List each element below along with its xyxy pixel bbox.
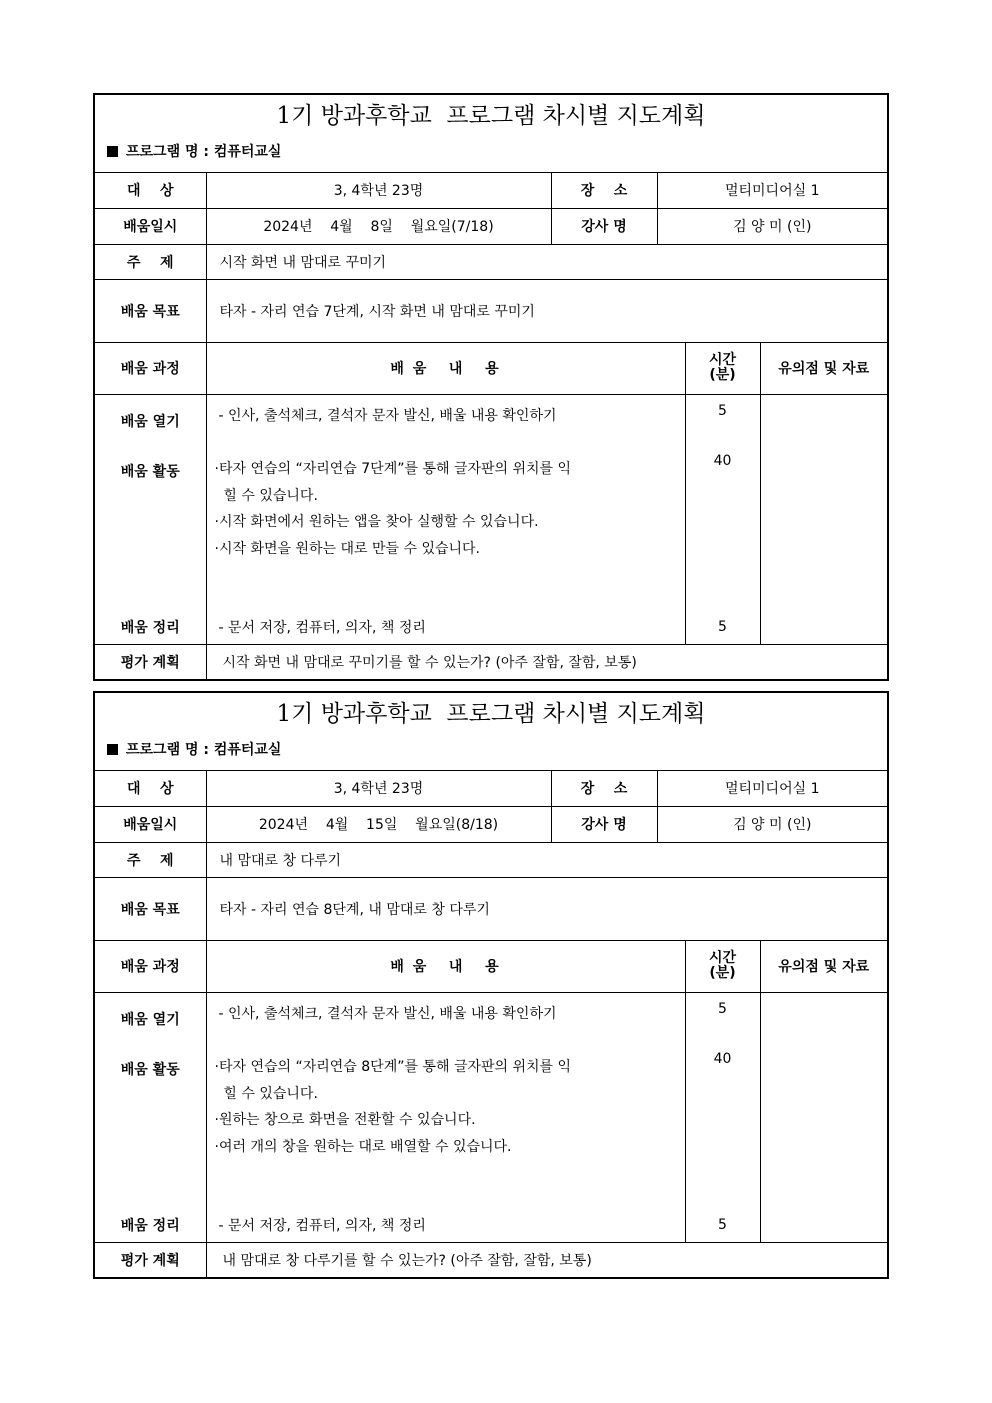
topic-value: 시작 화면 내 맘대로 꾸미기 [206,244,887,279]
goal-value: 타자 - 자리 연습 8단계, 내 맘대로 창 다루기 [206,877,887,940]
content-header: 배 움 내 용 [206,940,685,992]
closing-label: 배움 정리 [120,1217,180,1234]
opening-time: 5 [718,1000,727,1017]
lesson-plan-1 [93,93,889,681]
place-value: 멀티미디어실 1 [657,771,887,806]
opening-label: 배움 열기 [120,413,180,430]
notes-cell [760,992,887,1242]
plan-table [95,771,887,1277]
time-header [685,940,760,992]
activity-time: 40 [713,452,732,469]
goal-value: 타자 - 자리 연습 7단계, 시작 화면 내 맘대로 꾸미기 [206,279,887,342]
closing-content: - 문서 저장, 컴퓨터, 의자, 책 정리 [218,1217,426,1234]
process-content-cell [206,992,685,1242]
time-header-line1: 시간 [708,950,737,966]
date-value: 2024년 4월 8일 월요일(7/18) [206,208,551,244]
time-header-line1: 시간 [708,352,737,368]
square-bullet-icon [107,744,118,755]
activity-line: ·시작 화면에서 원하는 앱을 찾아 실행할 수 있습니다. [214,513,539,530]
eval-value: 내 맘대로 창 다루기를 할 수 있는가? (아주 잘함, 잘함, 보통) [206,1242,887,1277]
process-header: 배움 과정 [95,940,206,992]
square-bullet-icon [107,146,118,157]
date-label: 배움일시 [95,806,206,842]
date-label: 배움일시 [95,208,206,244]
opening-time: 5 [718,402,727,419]
opening-content: - 인사, 출석체크, 결석자 문자 발신, 배울 내용 확인하기 [218,407,557,424]
activity-line: ·타자 연습의 “자리연습 8단계”를 통해 글자판의 위치를 익 [214,1058,572,1075]
closing-time: 5 [718,618,727,635]
target-value: 3, 4학년 23명 [206,771,551,806]
opening-label: 배움 열기 [120,1011,180,1028]
teacher-label: 강사 명 [551,208,657,244]
program-name: 프로그램 명 : 컴퓨터교실 [126,144,282,160]
date-value: 2024년 4월 15일 월요일(8/18) [206,806,551,842]
teacher-value: 김 양 미 (인) [657,806,887,842]
time-header-line2: (분) [709,367,736,383]
eval-label: 평가 계획 [95,644,206,679]
plan-title: 1기 방과후학교 프로그램 차시별 지도계획 [276,103,706,129]
closing-label: 배움 정리 [120,619,180,636]
place-label: 장 소 [551,173,657,208]
time-header [685,342,760,394]
lesson-plan-2 [93,691,889,1279]
program-name-line [95,137,887,173]
topic-label: 주 제 [95,842,206,877]
target-value: 3, 4학년 23명 [206,173,551,208]
teacher-label: 강사 명 [551,806,657,842]
eval-label: 평가 계획 [95,1242,206,1277]
topic-label: 주 제 [95,244,206,279]
plan-table [95,173,887,679]
process-header: 배움 과정 [95,342,206,394]
topic-value: 내 맘대로 창 다루기 [206,842,887,877]
closing-content: - 문서 저장, 컴퓨터, 의자, 책 정리 [218,619,426,636]
content-header: 배 움 내 용 [206,342,685,394]
activity-label: 배움 활동 [120,1061,180,1078]
target-label: 대 상 [95,173,206,208]
closing-time: 5 [718,1216,727,1233]
notes-header: 유의점 및 자료 [760,342,887,394]
notes-cell [760,394,887,644]
activity-label: 배움 활동 [120,463,180,480]
place-label: 장 소 [551,771,657,806]
notes-header: 유의점 및 자료 [760,940,887,992]
time-header-line2: (분) [709,965,736,981]
process-labels-cell [95,394,206,644]
activity-line: ·타자 연습의 “자리연습 7단계”를 통해 글자판의 위치를 익 [214,460,572,477]
process-content-cell [206,394,685,644]
place-value: 멀티미디어실 1 [657,173,887,208]
plan-title: 1기 방과후학교 프로그램 차시별 지도계획 [276,701,706,727]
target-label: 대 상 [95,771,206,806]
goal-label: 배움 목표 [95,279,206,342]
activity-line: 힐 수 있습니다. [214,487,318,504]
process-times-cell [685,992,760,1242]
program-name: 프로그램 명 : 컴퓨터교실 [126,742,282,758]
eval-value: 시작 화면 내 맘대로 꾸미기를 할 수 있는가? (아주 잘함, 잘함, 보통) [206,644,887,679]
process-labels-cell [95,992,206,1242]
activity-line: ·여러 개의 창을 원하는 대로 배열할 수 있습니다. [214,1138,512,1155]
activity-line: ·원하는 창으로 화면을 전환할 수 있습니다. [214,1111,476,1128]
program-name-line [95,735,887,771]
process-times-cell [685,394,760,644]
teacher-value: 김 양 미 (인) [657,208,887,244]
activity-line: 힐 수 있습니다. [214,1085,318,1102]
activity-line: ·시작 화면을 원하는 대로 만들 수 있습니다. [214,540,481,557]
goal-label: 배움 목표 [95,877,206,940]
opening-content: - 인사, 출석체크, 결석자 문자 발신, 배울 내용 확인하기 [218,1005,557,1022]
activity-time: 40 [713,1050,732,1067]
